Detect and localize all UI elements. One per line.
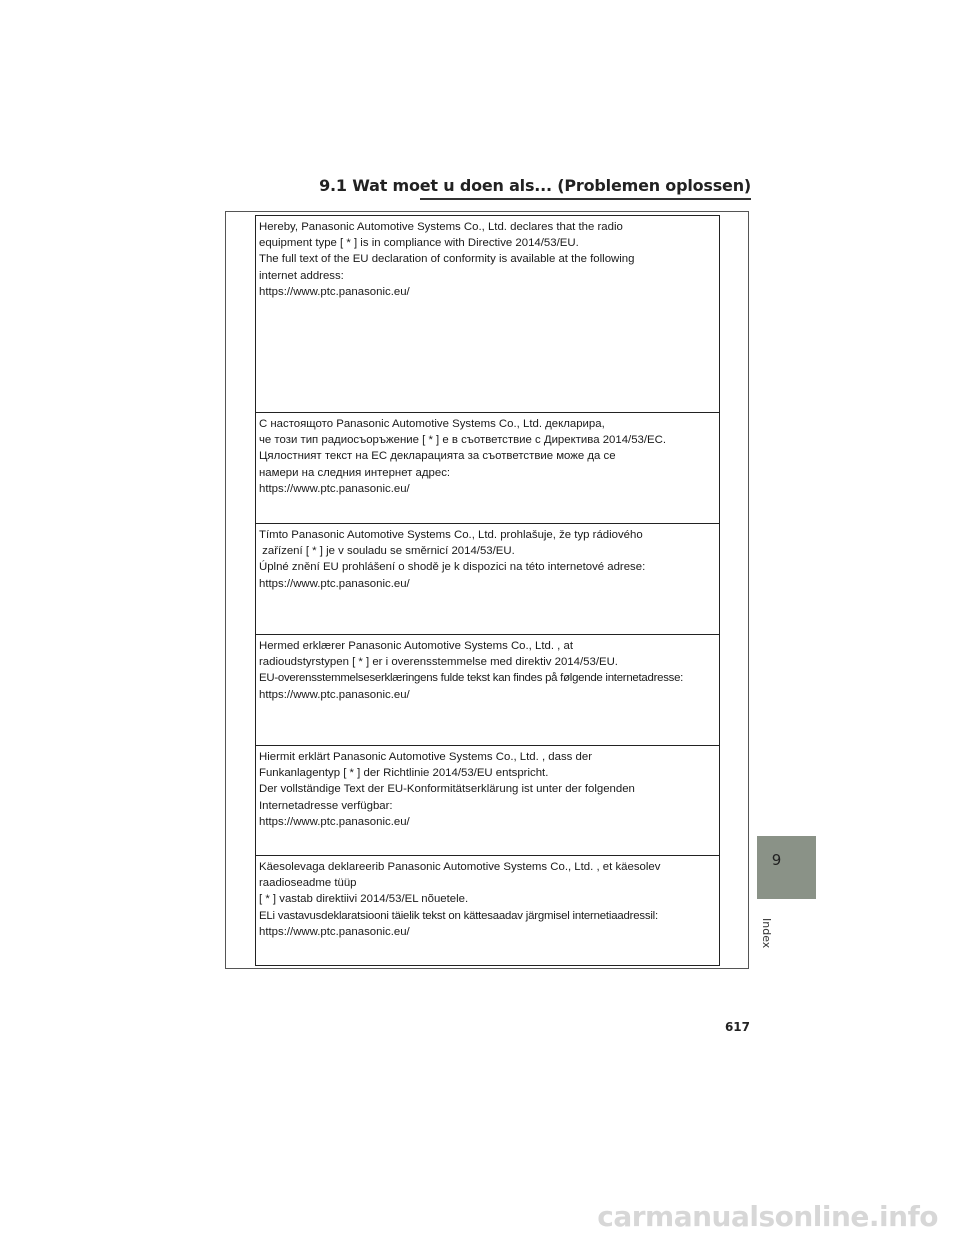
declaration-line: radioudstyrstypen [ * ] er i overensstemmelse med direktiv 2014/53/EU. <box>259 656 618 669</box>
declaration-line: Hermed erklærer Panasonic Automotive Systems Co., Ltd. , at <box>259 640 574 652</box>
declaration-line: Käesolevaga deklareerib Panasonic Automotive Systems Co., Ltd. , et käesolev <box>259 861 661 873</box>
declaration-block-et <box>256 856 719 965</box>
declaration-line: zařízení [ * ] je v souladu se směrnicí 2014/53/EU. <box>259 545 515 558</box>
declaration-line[interactable]: https://www.ptc.panasonic.eu/ <box>259 482 410 495</box>
declaration-line: че този тип радиосъоръжение [ * ] е в съответствие с Директива 2014/53/ЕС. <box>259 434 667 447</box>
declaration-line: Tímto Panasonic Automotive Systems Co., Ltd. prohlašuje, že typ rádiového <box>259 529 643 541</box>
declaration-line: Hereby, Panasonic Automotive Systems Co., Ltd. declares that the radio <box>259 221 623 233</box>
declaration-line: Internetadresse verfügbar: <box>259 799 393 812</box>
declaration-line: Der vollständige Text der EU-Konformitätserklärung ist unter der folgenden <box>259 783 635 796</box>
declaration-block-bg <box>256 413 719 524</box>
declaration-table <box>255 215 720 966</box>
section-title: 9.1 Wat moet u doen als... (Problemen oplossen) <box>319 176 751 195</box>
declaration-block-da <box>256 635 719 746</box>
declaration-line: EU-overensstemmelseserklæringens fulde tekst kan findes på følgende internetadresse: <box>259 672 684 685</box>
declaration-line: ELi vastavusdeklaratsiooni täielik tekst on kättesaadav järgmisel internetiaadressil: <box>259 909 658 922</box>
declaration-block-cs <box>256 524 719 635</box>
chapter-tab-label: Index <box>760 918 773 949</box>
declaration-line: С настоящото Panasonic Automotive Systems Co., Ltd. декларира, <box>259 418 605 430</box>
declaration-block-de <box>256 746 719 856</box>
watermark-text: carmanualsonline.info <box>597 1200 938 1233</box>
declaration-line[interactable]: https://www.ptc.panasonic.eu/ <box>259 815 410 828</box>
page-number: 617 <box>724 1020 750 1034</box>
declaration-line: Funkanlagentyp [ * ] der Richtlinie 2014/53/EU entspricht. <box>259 767 549 780</box>
declaration-line: Цялостният текст на ЕС декларацията за съответствие може да се <box>259 450 616 463</box>
declaration-line[interactable]: https://www.ptc.panasonic.eu/ <box>259 688 410 701</box>
declaration-line: raadioseadme tüüp <box>259 877 357 890</box>
declaration-line[interactable]: https://www.ptc.panasonic.eu/ <box>259 577 410 590</box>
declaration-line: equipment type [ * ] is in compliance with Directive 2014/53/EU. <box>259 237 579 250</box>
declaration-line[interactable]: https://www.ptc.panasonic.eu/ <box>259 925 410 938</box>
declaration-line: The full text of the EU declaration of conformity is available at the following <box>259 253 635 266</box>
declaration-line: Hiermit erklärt Panasonic Automotive Systems Co., Ltd. , dass der <box>259 751 592 763</box>
declaration-line: internet address: <box>259 269 344 282</box>
declaration-line: намери на следния интернет адрес: <box>259 466 451 479</box>
declaration-block-en <box>256 216 719 413</box>
declaration-line: Úplné znění EU prohlášení o shodě je k dispozici na této internetové adrese: <box>259 561 646 574</box>
declaration-line[interactable]: https://www.ptc.panasonic.eu/ <box>259 285 410 298</box>
chapter-tab-number: 9 <box>771 851 782 869</box>
declaration-line: [ * ] vastab direktiivi 2014/53/EL nõuetele. <box>259 893 469 906</box>
header-rule <box>420 198 751 200</box>
